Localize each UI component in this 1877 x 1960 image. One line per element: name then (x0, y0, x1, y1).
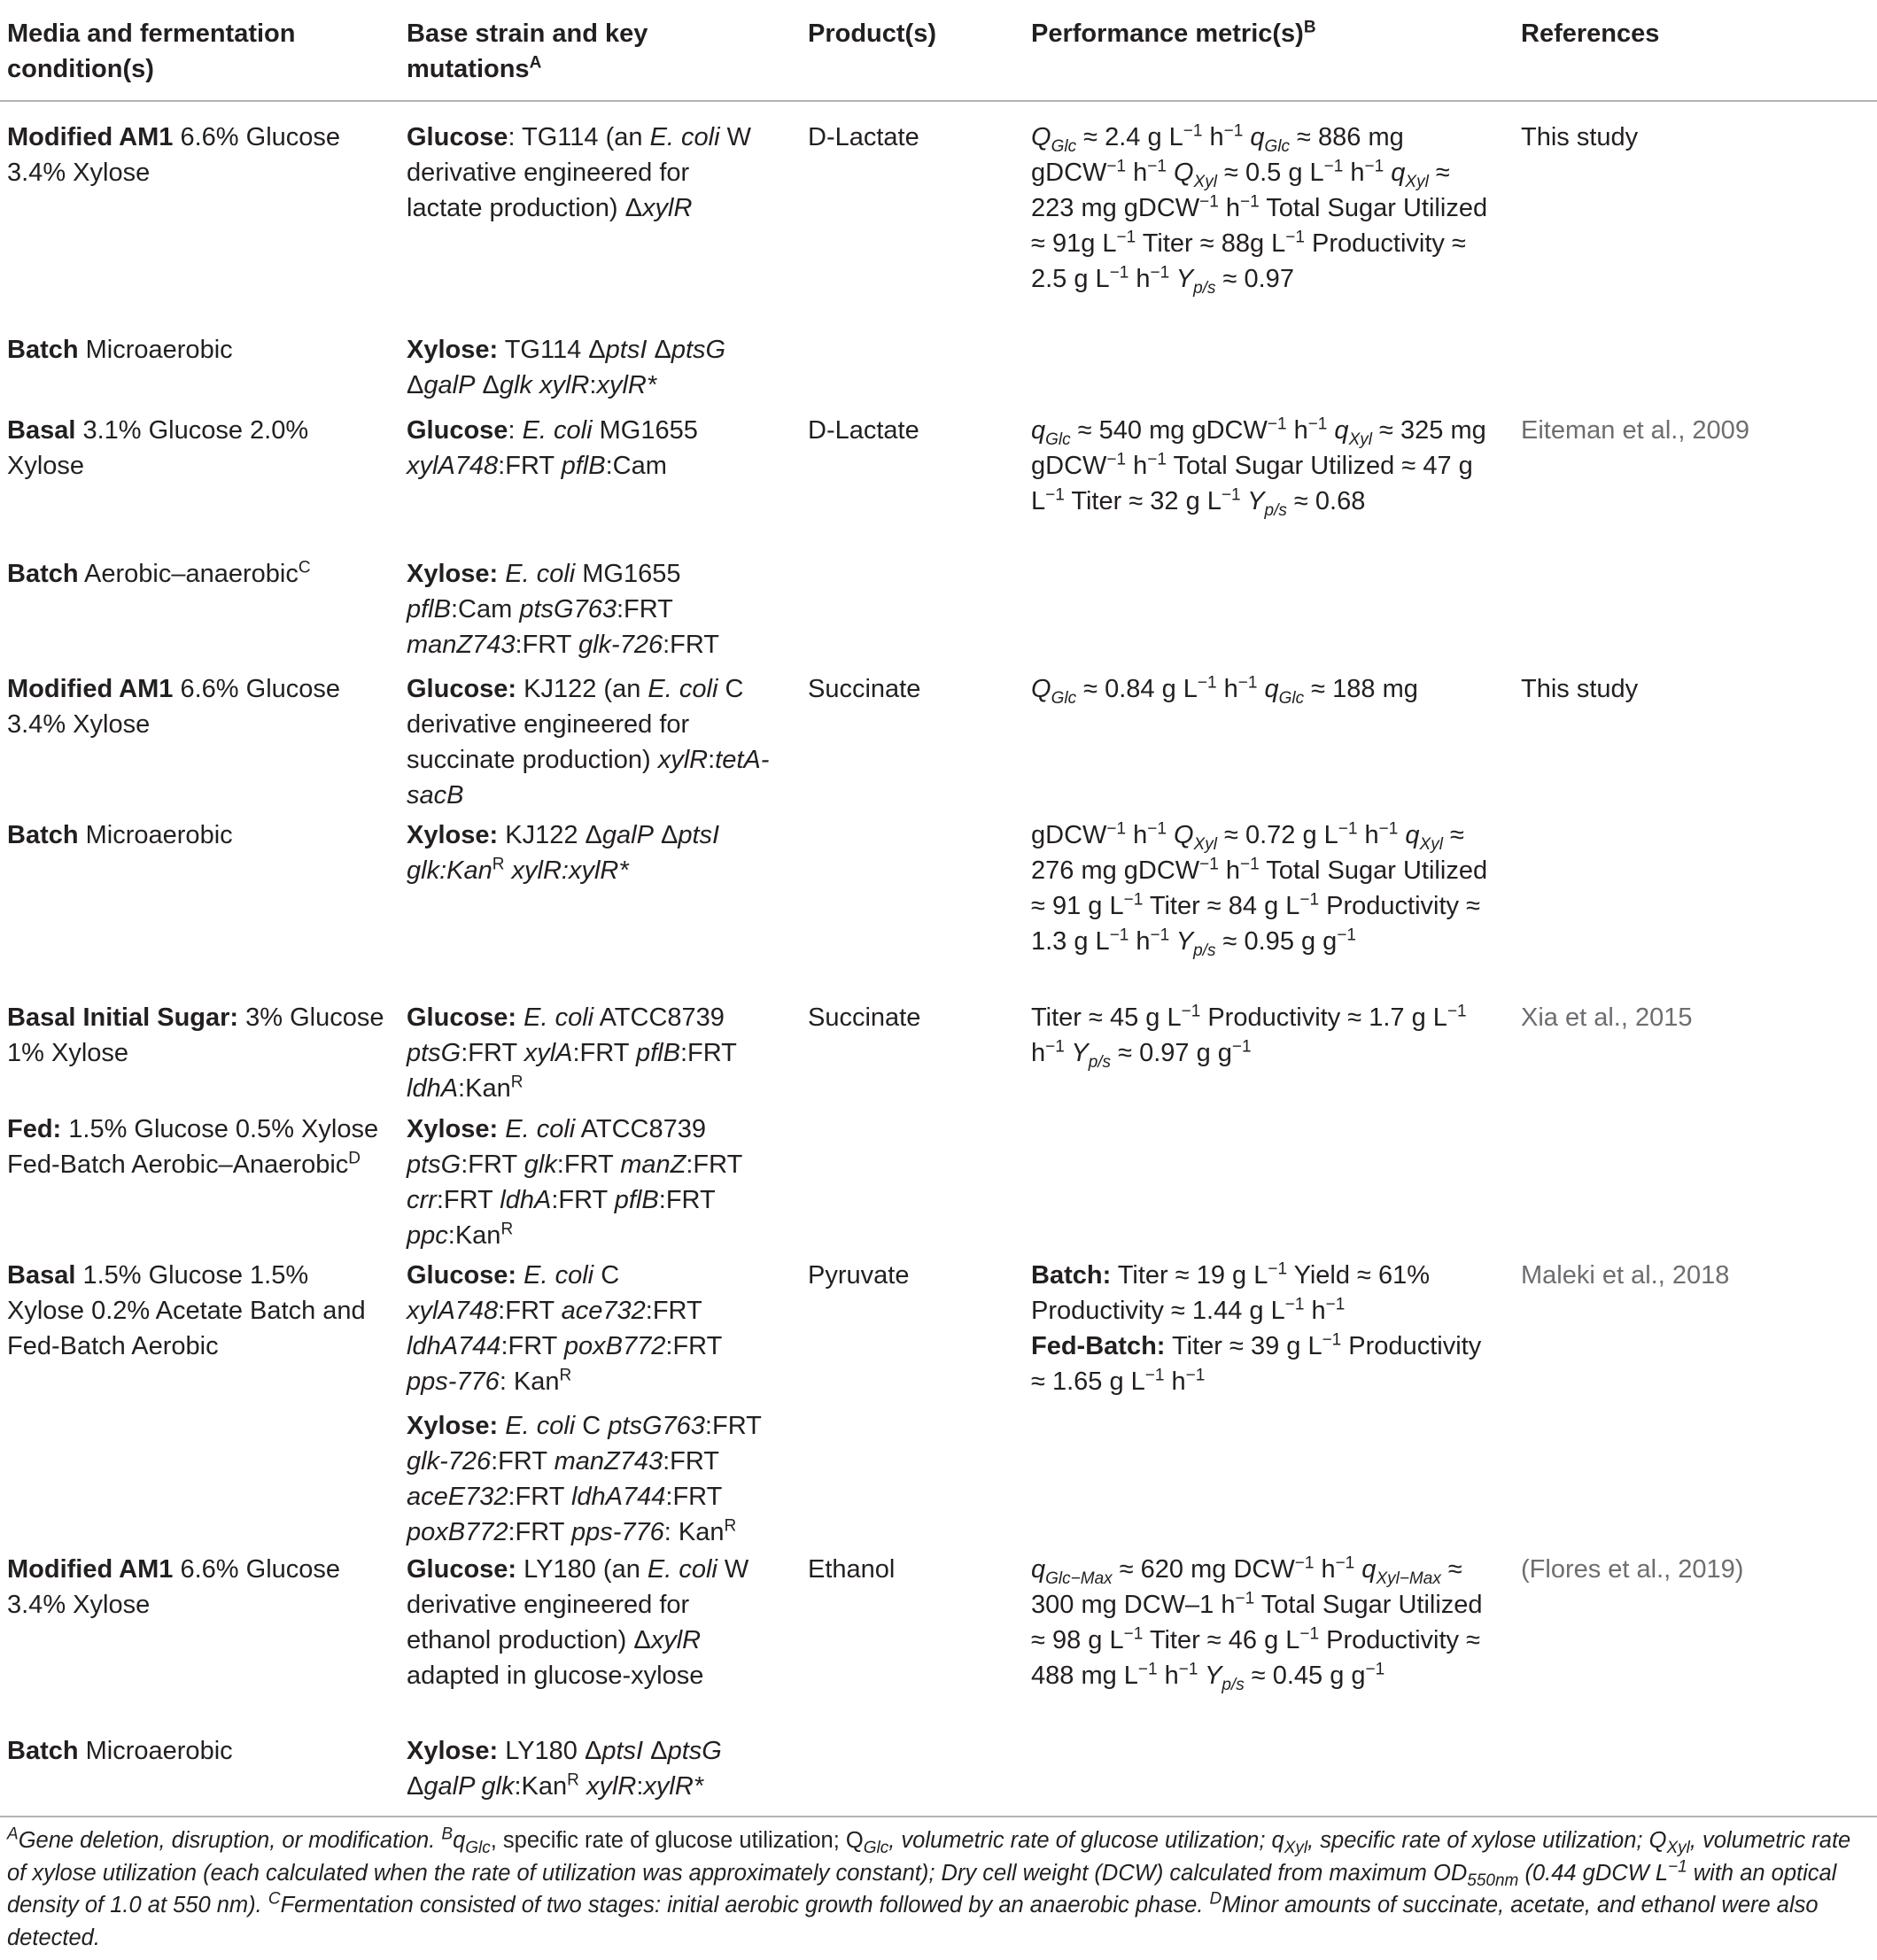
reference-cell: This study (1521, 123, 1639, 151)
strain-xylose-line: Xylose: E. coli C ptsG763:FRT glk-726:FRT manZ743:FRT aceE732:FRT ldhA744:FRT poxB772:FRT pps-776: Kan$^R$ (407, 1412, 762, 1546)
product-cell: Ethanol (808, 1555, 896, 1584)
reference-cell: Xia et al., 2015 (1521, 1003, 1693, 1032)
strain-cell: Glucose: KJ122 (an E. coli C derivative engineered for succinate production) xylR:tetA-sacB (407, 675, 770, 810)
media-cell: Basal Initial Sugar: 3% Glucose 1% Xylose (7, 1003, 384, 1067)
strain-cell: Xylose: TG114 ΔptsI ΔptsG ΔgalP Δglk xylR:xylR* (407, 336, 726, 399)
strain-cell: Glucose: E. coli MG1655 xylA748:FRT pflB:Cam (407, 416, 698, 480)
media-cell: Batch Microaerobic (7, 336, 233, 364)
media-cell: Modified AM1 6.6% Glucose 3.4% Xylose (7, 1555, 341, 1619)
header-product: Product(s) (808, 19, 936, 48)
product-cell: D-Lactate (808, 123, 919, 151)
strain-cell: Glucose: LY180 (an E. coli W derivative engineered for ethanol production) ΔxylR adapted in glucose-xylose (407, 1555, 749, 1690)
table-header (0, 0, 1877, 102)
media-cell: Batch Microaerobic (7, 821, 233, 849)
product-cell: Pyruvate (808, 1261, 910, 1290)
strain-cell: Glucose: E. coli C xylA748:FRT ace732:FRT ldhA744:FRT poxB772:FRT pps-776: Kan$^R$ Xylose: E. coli C ptsG763:FRT glk-726:FRT manZ743:FRT aceE732:FRT ldhA744:FRT poxB772:FRT pps-776: Kan$^R$ (407, 1258, 770, 1550)
metric-fedbatch-line: Fed-Batch: Titer ≈ 39 g $L^{-1}$ Productivity ≈ 1.65 g $L^{-1}$ $h^{-1}$ (1031, 1330, 1482, 1396)
product-cell: Succinate (808, 675, 921, 703)
metric-cell: $q_{Glc-Max} \approx 620$ mg $DCW^{-1}$ $h^{-1}$ $q_{Xyl-Max} \approx 300$ mg DCW–1 $h^{-1}$ Total Sugar Utilized ≈ 98 g $L^{-1}$ Titer ≈ 46 g $L^{-1}$ Productivity ≈ 488 mg $L^{-1}$ $h^{-1}$ $Y_{p/s} \approx 0.45$ g $g^{-1}$ (1031, 1553, 1483, 1694)
strain-cell: Xylose: E. coli MG1655 pflB:Cam ptsG763:FRT manZ743:FRT glk-726:FRT (407, 560, 719, 659)
header-media: Media and fermentation condition(s) (7, 19, 296, 83)
reference-cell: (Flores et al., 2019) (1521, 1555, 1744, 1584)
header-references: References (1521, 19, 1660, 48)
strain-cell: Glucose: E. coli ATCC8739 ptsG:FRT xylA:FRT pflB:FRT ldhA:Kan$^R$ (407, 1003, 737, 1103)
metric-cell: gDCW$^{-1}$ $h^{-1}$ $Q_{Xyl} \approx 0.72$ g $L^{-1}$ $h^{-1}$ $q_{Xyl} \approx 276$ mg gDCW$^{-1}$ $h^{-1}$ Total Sugar Utilized ≈ 91 g $L^{-1}$ Titer ≈ 84 g $L^{-1}$ Productivity ≈ 1.3 g $L^{-1}$ $h^{-1}$ $Y_{p/s} \approx 0.95$ g $g^{-1}$ (1031, 819, 1488, 960)
media-cell: Modified AM1 6.6% Glucose 3.4% Xylose (7, 123, 341, 187)
product-cell: D-Lactate (808, 416, 919, 445)
reference-cell: Maleki et al., 2018 (1521, 1261, 1730, 1290)
reference-cell: This study (1521, 675, 1639, 703)
media-cell: Modified AM1 6.6% Glucose 3.4% Xylose (7, 675, 341, 739)
table-bottom-rule (0, 1816, 1877, 1817)
media-cell: Fed: 1.5% Glucose 0.5% Xylose Fed-Batch Aerobic–Anaerobic$^D$ (7, 1115, 379, 1179)
metric-cell: $q_{Glc} \approx 540$ mg gDCW$^{-1}$ $h^{-1}$ $q_{Xyl} \approx 325$ mg gDCW$^{-1}$ $h^{-1}$ Total Sugar Utilized ≈ 47 g $L^{-1}$ Titer ≈ 32 g $L^{-1}$ $Y_{p/s} \approx 0.68$ (1031, 414, 1486, 520)
strain-cell: Glucose: TG114 (an E. coli W derivative engineered for lactate production) ΔxylR (407, 123, 751, 222)
product-cell: Succinate (808, 1003, 921, 1032)
metric-cell: $Q_{Glc} \approx 2.4$ g $L^{-1}$ $h^{-1}$ $q_{Glc} \approx 886$ mg gDCW$^{-1}$ $h^{-1}$ $Q_{Xyl} \approx 0.5$ g $L^{-1}$ $h^{-1}$ $q_{Xyl} \approx 223$ mg gDCW$^{-1}$ $h^{-1}$ Total Sugar Utilized ≈ 91g $L^{-1}$ Titer ≈ 88g $L^{-1}$ Productivity ≈ 2.5 g $L^{-1}$ $h^{-1}$ $Y_{p/s} \approx 0.97$ (1031, 121, 1488, 298)
strain-cell: Xylose: E. coli ATCC8739 ptsG:FRT glk:FRT manZ:FRT crr:FRT ldhA:FRT pflB:FRT ppc:Kan$^R$ (407, 1115, 742, 1250)
metric-cell: Titer ≈ 45 g $L^{-1}$ Productivity ≈ 1.7 g $L^{-1}$ $h^{-1}$ $Y_{p/s} \approx 0.97$ g $g^{-1}$ (1031, 1002, 1467, 1072)
strain-cell: Xylose: KJ122 ΔgalP ΔptsI glk:Kan$^R$ xylR:xylR* (407, 821, 720, 885)
media-cell: Basal 3.1% Glucose 2.0% Xylose (7, 416, 309, 480)
strain-cell: Xylose: LY180 ΔptsI ΔptsG ΔgalP glk:Kan$^R$ xylR:xylR* (407, 1737, 722, 1801)
media-cell: Batch Aerobic–anaerobic$^C$ (7, 558, 311, 588)
header-metric: Performance $metric(s)^B$ (1031, 18, 1316, 48)
header-strain: Base strain and key mutations$^A$ (407, 19, 648, 83)
table-footnote: $^A$Gene deletion, disruption, or modification. $^Bq_{Glc}$, specific rate of glucose utilization; $Q_{Glc}$, volumetric rate of glucose utilization; $q_{Xyl}$, specific rate of xylose utilization; $Q_{Xyl}$, volumetric rate of xylose utilization (each calculated when the rate of utilization was approximately constant); Dry cell weight (DCW) calculated from maximum $OD_{550nm}$ (0.44 gDCW $L^{-1}$ with an optical density of 1.0 at 550 nm). $^C$Fermentation consisted of two stages: initial aerobic growth followed by an anaerobic phase. $^D$Minor amounts of succinate, acetate, and ethanol were also detected. (7, 1824, 1851, 1950)
reference-cell: Eiteman et al., 2009 (1521, 416, 1749, 445)
media-cell: Batch Microaerobic (7, 1737, 233, 1765)
metric-cell: Batch: Titer ≈ 19 g $L^{-1}$ Yield ≈ 61% Productivity ≈ 1.44 g $L^{-1}$ $h^{-1}$ Fed-Batch: Titer ≈ 39 g $L^{-1}$ Productivity ≈ 1.65 g $L^{-1}$ $h^{-1}$ (1031, 1258, 1492, 1399)
media-cell: Basal 1.5% Glucose 1.5% Xylose 0.2% Acetate Batch and Fed-Batch Aerobic (7, 1261, 366, 1360)
metric-cell: $Q_{Glc} \approx 0.84$ g $L^{-1}$ $h^{-1}$ $q_{Glc} \approx 188$ mg (1031, 673, 1418, 708)
